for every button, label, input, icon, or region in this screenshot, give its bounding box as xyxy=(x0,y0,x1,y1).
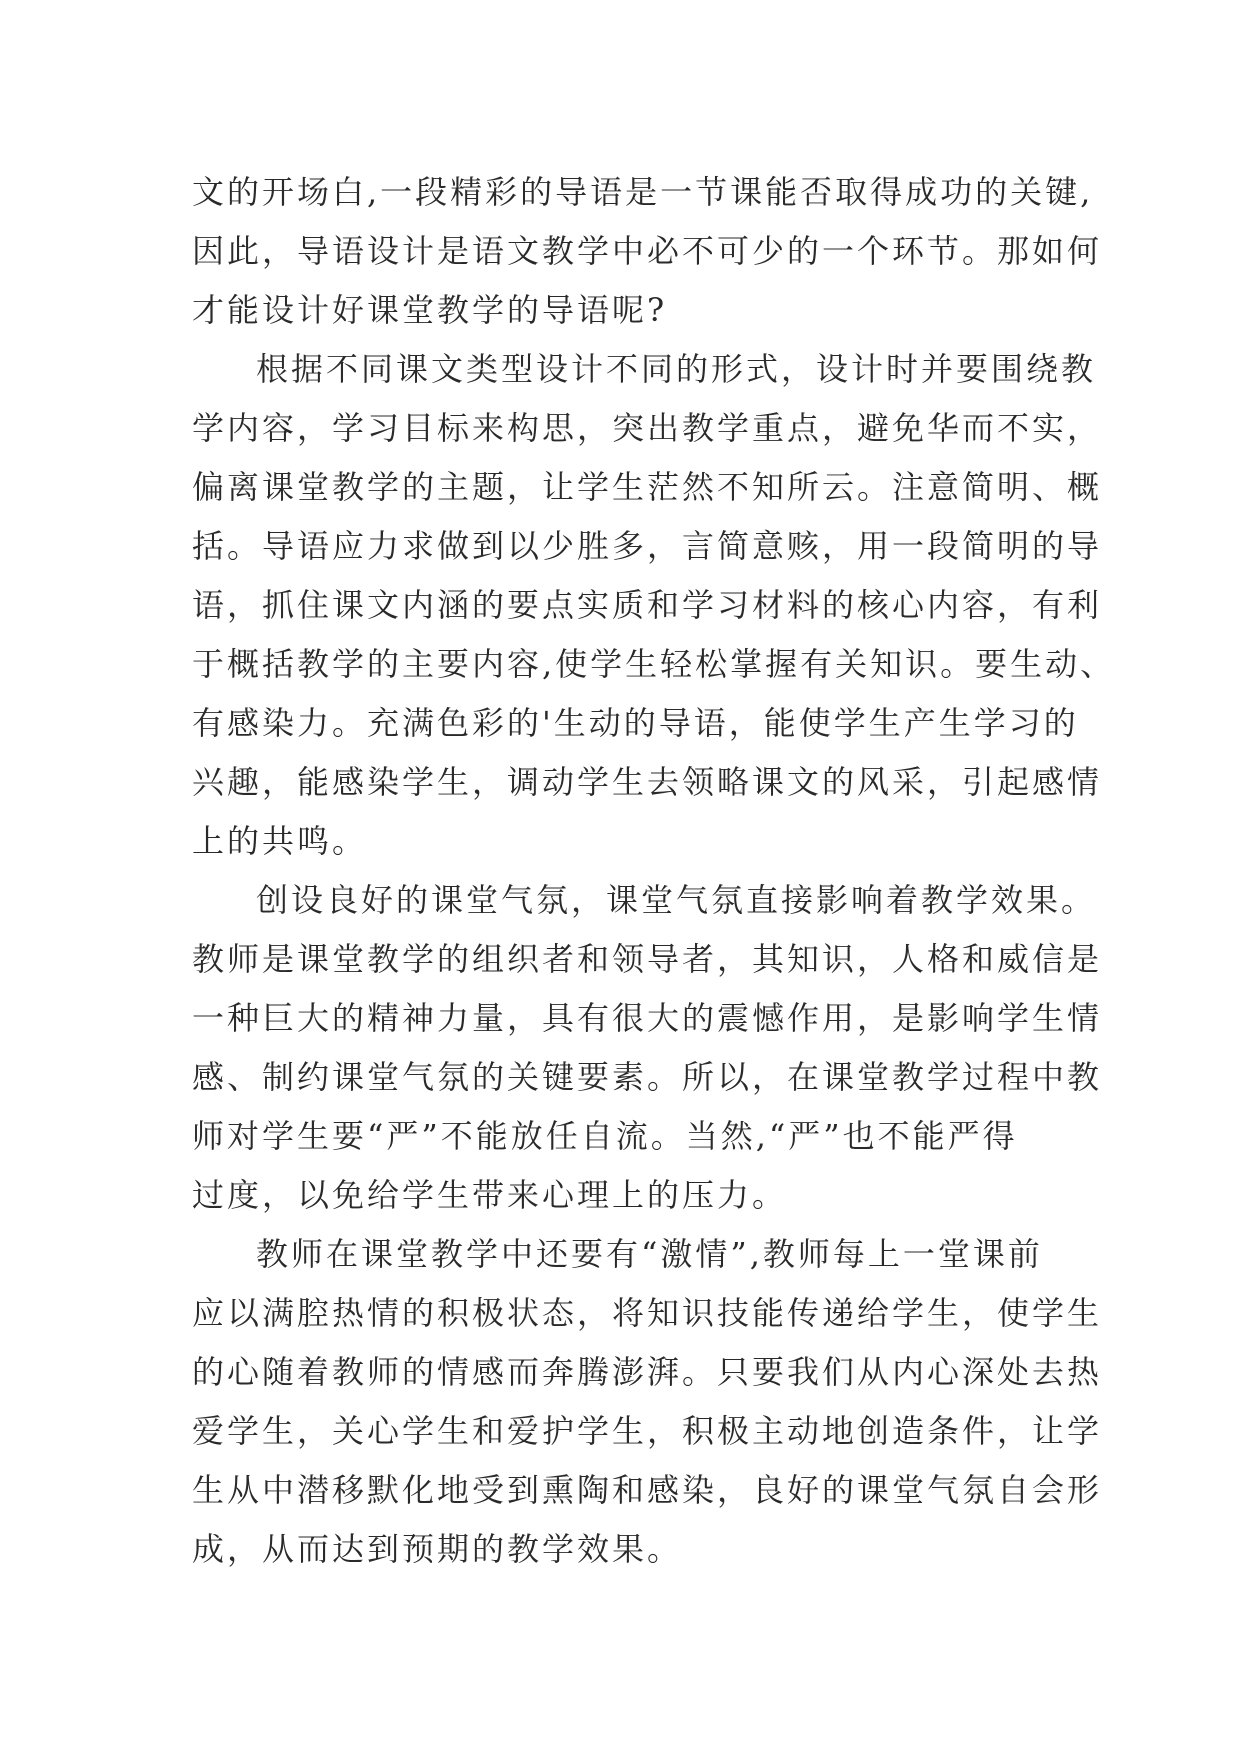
text-line: 爱学生，关心学生和爱护学生，积极主动地创造条件，让学 xyxy=(192,1412,1103,1450)
text-line: 教师是课堂教学的组织者和领导者，其知识，人格和威信是 xyxy=(192,940,1103,978)
paragraph-first-line: 创设良好的课堂气氛，课堂气氛直接影响着教学效果。 xyxy=(256,881,1097,919)
text-line: 文的开场白,一段精彩的导语是一节课能否取得成功的关键, xyxy=(192,173,1094,211)
text-line: 有感染力。充满色彩的'生动的导语，能使学生产生学习的 xyxy=(192,704,1079,742)
text-line: 感、制约课堂气氛的关键要素。所以，在课堂教学过程中教 xyxy=(192,1058,1103,1096)
text-line: 兴趣，能感染学生，调动学生去领略课文的风采，引起感情 xyxy=(192,763,1103,801)
text-line: 一种巨大的精神力量，具有很大的震憾作用，是影响学生情 xyxy=(192,999,1103,1037)
document-body xyxy=(192,163,1116,1579)
paragraph-first-line: 根据不同课文类型设计不同的形式，设计时并要围绕教 xyxy=(256,350,1097,388)
text-line: 括。导语应力求做到以少胜多，言简意赅，用一段简明的导 xyxy=(192,527,1103,565)
text-line: 偏离课堂教学的主题，让学生茫然不知所云。注意简明、概 xyxy=(192,468,1103,506)
text-line: 上的共鸣。 xyxy=(192,822,368,860)
text-line: 生从中潜移默化地受到熏陶和感染，良好的课堂气氛自会形 xyxy=(192,1471,1103,1509)
text-line: 应以满腔热情的积极状态，将知识技能传递给学生，使学生 xyxy=(192,1294,1103,1332)
text-line: 语，抓住课文内涵的要点实质和学习材料的核心内容，有利 xyxy=(192,586,1103,624)
paragraph-first-line: 教师在课堂教学中还要有“激情”,教师每上一堂课前 xyxy=(256,1235,1043,1273)
text-line: 才能设计好课堂教学的导语呢? xyxy=(192,291,668,329)
text-line: 师对学生要“严”不能放任自流。当然,“严”也不能严得 xyxy=(192,1117,1018,1155)
text-line: 的心随着教师的情感而奔腾澎湃。只要我们从内心深处去热 xyxy=(192,1353,1103,1391)
text-line: 于概括教学的主要内容,使学生轻松掌握有关知识。要生动、 xyxy=(192,645,1116,683)
text-line: 学内容，学习目标来构思，突出教学重点，避免华而不实， xyxy=(192,409,1103,447)
text-line: 因此，导语设计是语文教学中必不可少的一个环节。那如何 xyxy=(192,232,1103,270)
text-line: 过度，以免给学生带来心理上的压力。 xyxy=(192,1176,788,1214)
text-line: 成，从而达到预期的教学效果。 xyxy=(192,1530,683,1568)
